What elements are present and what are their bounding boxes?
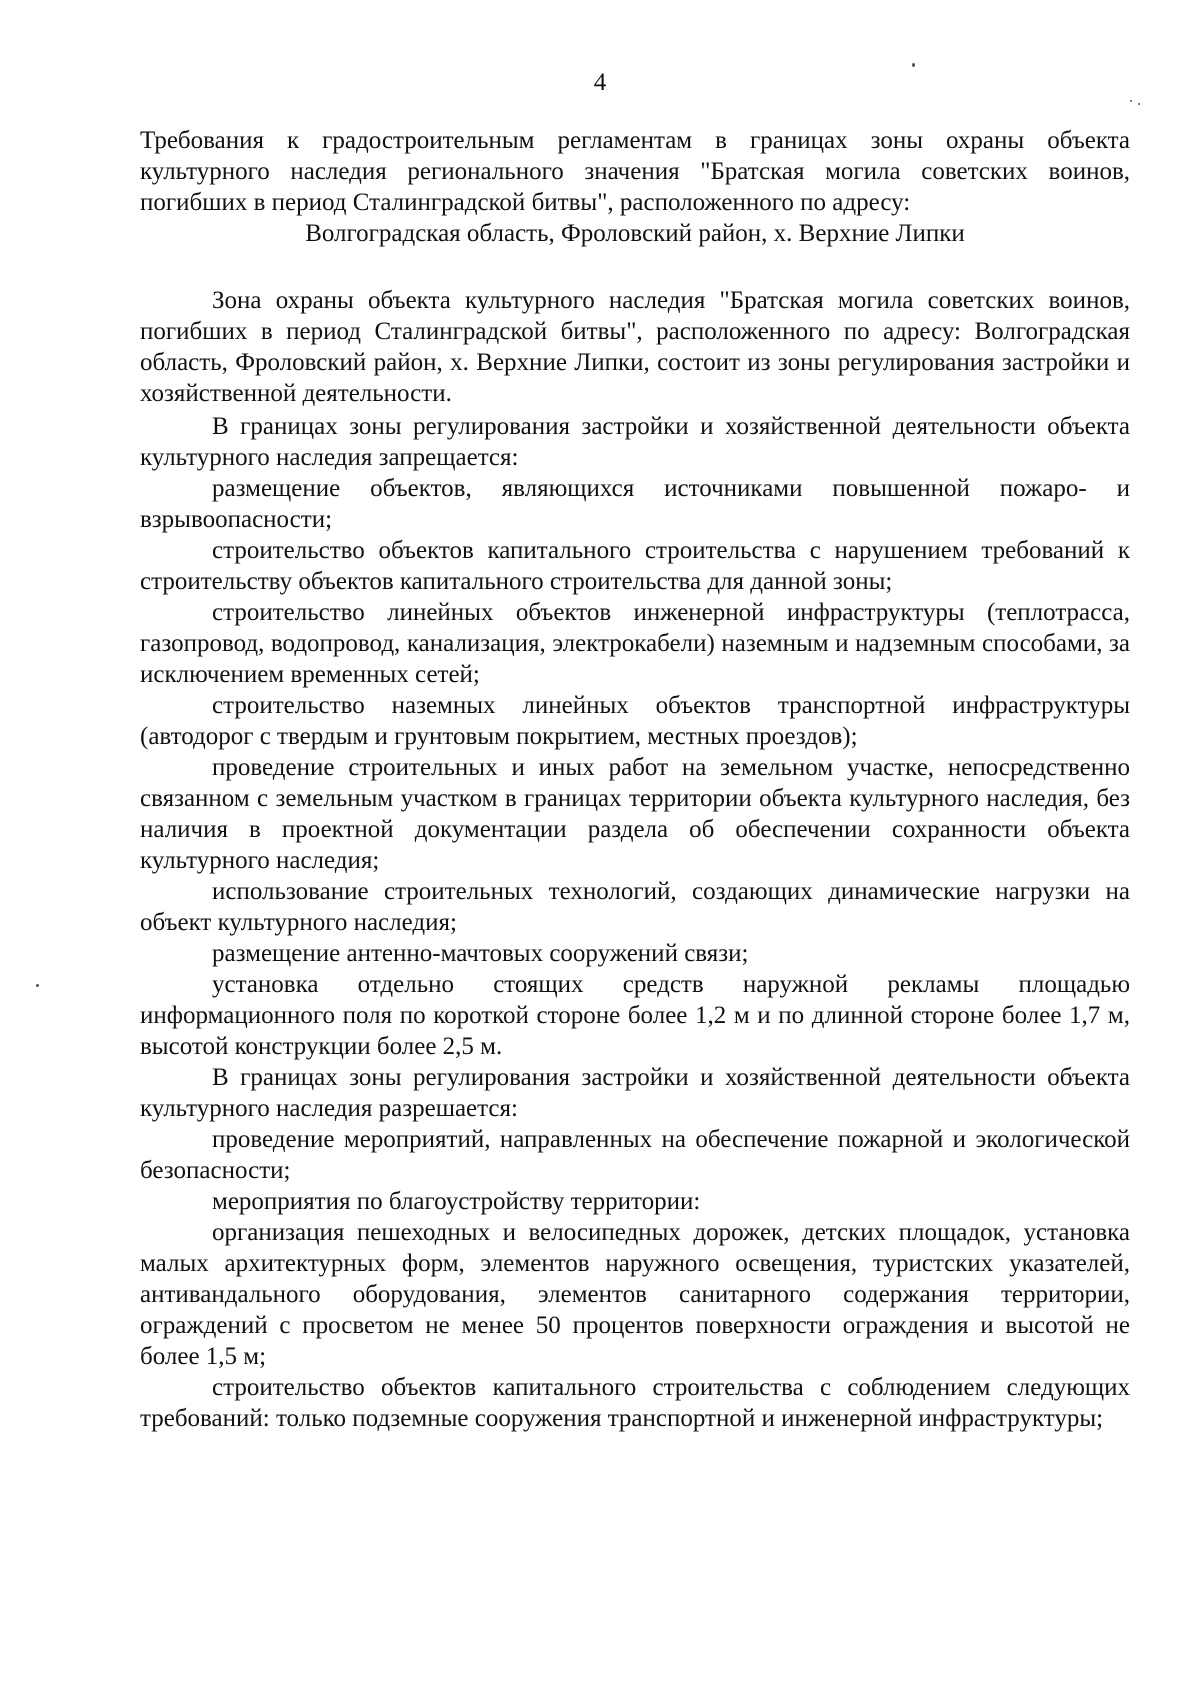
paragraph: В границах зоны регулирования застройки и хозяйственной деятельности объекта культурного наследия разрешается: — [140, 1064, 1130, 1122]
paragraph: строительство объектов капитального строительства с нарушением требований к строительству объектов капитального строительства для данной зоны; — [140, 537, 1130, 595]
paragraph: строительство объектов капитального строительства с соблюдением следующих требований: только подземные сооружения транспортной и инженерной инфраструктуры; — [140, 1374, 1130, 1432]
scan-speck — [1138, 103, 1140, 105]
scan-speck — [1130, 100, 1132, 102]
document-heading — [140, 125, 1130, 249]
paragraph: проведение мероприятий, направленных на обеспечение пожарной и экологической безопасности; — [140, 1126, 1130, 1184]
paragraph: установка отдельно стоящих средств наружной рекламы площадью информационного поля по короткой стороне более 1,2 м и по длинной стороне более 1,7 м, высотой конструкции более 2,5 м. — [140, 971, 1130, 1060]
document-body — [140, 285, 1130, 1434]
page-number: 4 — [593, 69, 607, 96]
paragraph: мероприятия по благоустройству территории: — [212, 1188, 701, 1215]
paragraph: Зона охраны объекта культурного наследия "Братская могила советских воинов, погибших в период Сталинградской битвы", расположенного по адресу: Волгоградская область, Фроловский район, х. Верхние Липки, состоит из зоны регулирования застройки и хозяйственной деятельности. — [140, 287, 1130, 407]
paragraph: размещение объектов, являющихся источниками повышенной пожаро- и взрывоопасности; — [140, 475, 1130, 533]
paragraph: проведение строительных и иных работ на земельном участке, непосредственно связанном с земельным участком в границах территории объекта культурного наследия, без наличия в проектной документации раздела об обеспечении сохранности объекта культурного наследия; — [140, 754, 1130, 874]
heading-address: Волгоградская область, Фроловский район, х. Верхние Липки — [305, 220, 965, 247]
heading-title: Требования к градостроительным регламентам в границах зоны охраны объекта культурного наследия регионального значения "Братская могила советских воинов, погибших в период Сталинградской битвы", расположенного по адресу: — [140, 127, 1130, 216]
scan-speck — [36, 984, 39, 987]
paragraph: организация пешеходных и велосипедных дорожек, детских площадок, установка малых архитектурных форм, элементов наружного освещения, туристских указателей, антивандального оборудования, элементов санитарного содержания территории, ограждений с просветом не менее 50 процентов поверхности ограждения и высотой не более 1,5 м; — [140, 1219, 1130, 1370]
paragraph: строительство линейных объектов инженерной инфраструктуры (теплотрасса, газопровод, водопровод, канализация, электрокабели) наземным и надземным способами, за исключением временных сетей; — [140, 599, 1130, 688]
paragraph: размещение антенно-мачтовых сооружений связи; — [212, 940, 749, 967]
scan-speck — [912, 63, 915, 67]
paragraph: В границах зоны регулирования застройки и хозяйственной деятельности объекта культурного наследия запрещается: — [140, 413, 1130, 471]
paragraph: использование строительных технологий, создающих динамические нагрузки на объект культурного наследия; — [140, 878, 1130, 936]
paragraph: строительство наземных линейных объектов транспортной инфраструктуры (автодорог с твердым и грунтовым покрытием, местных проездов); — [140, 692, 1130, 750]
